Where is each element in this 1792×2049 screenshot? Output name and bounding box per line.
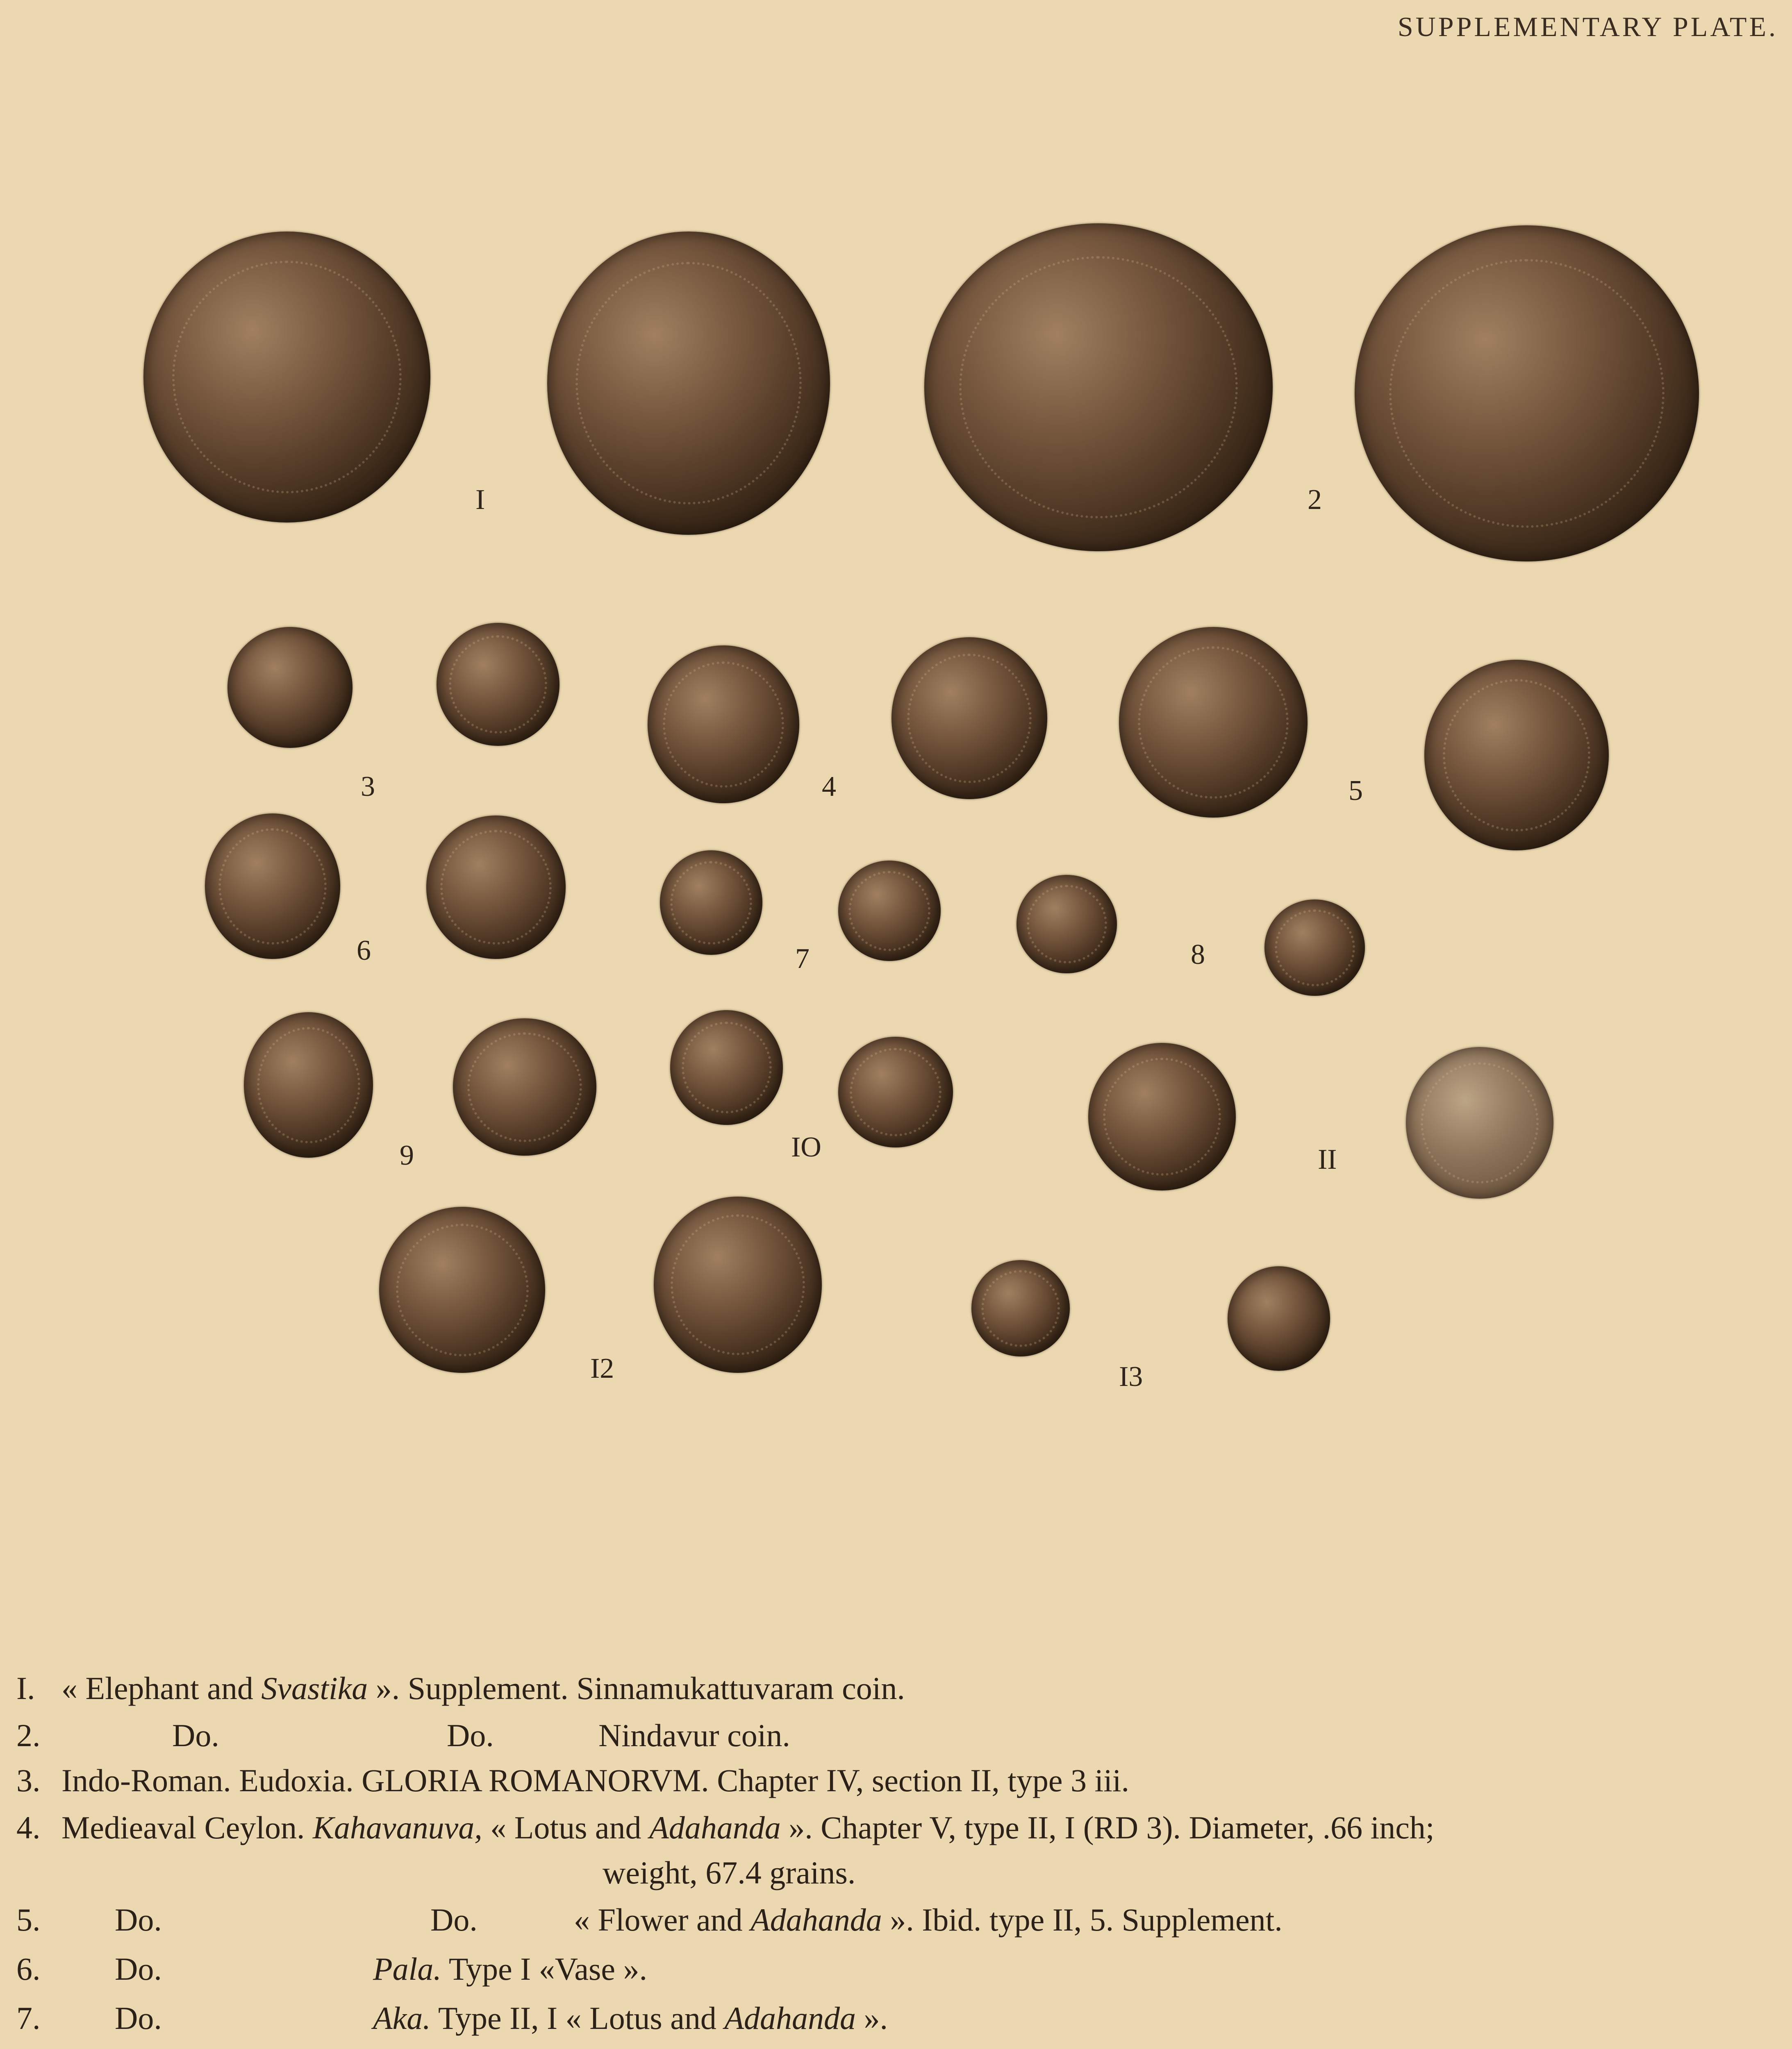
coin-12-reverse: [654, 1197, 822, 1373]
coin-label-1: I: [475, 484, 485, 516]
coin-13-obverse: [971, 1260, 1070, 1356]
caption-text-italic: Adahanda: [724, 2000, 856, 2036]
coin-13-reverse: [1228, 1266, 1330, 1371]
coin-12-obverse: [379, 1207, 545, 1373]
caption-text-italic: Kahavanuva,: [313, 1810, 482, 1845]
coin-label-5: 5: [1349, 775, 1363, 806]
caption-text: ».: [856, 2000, 888, 2036]
coin-5-reverse: [1424, 660, 1609, 850]
coin-label-7: 7: [795, 943, 810, 975]
caption-number: I.: [16, 1670, 35, 1706]
caption-text-italic: Svastika: [261, 1670, 368, 1706]
caption-text: Type II, I « Lotus and: [430, 2000, 725, 2036]
coin-label-3: 3: [361, 771, 375, 802]
caption-text: Indo-Roman. Eudoxia. GLORIA ROMANORVM. Chapter IV, section II, type 3 iii.: [61, 1763, 1130, 1798]
coin-6-obverse: [205, 813, 340, 959]
coin-label-6: 6: [357, 935, 371, 966]
caption-ditto: Do.: [172, 1717, 219, 1753]
coin-4-reverse: [891, 637, 1047, 799]
coin-2-reverse: [1355, 225, 1699, 561]
coin-label-4: 4: [822, 771, 836, 802]
coin-label-12: I2: [590, 1353, 614, 1384]
caption-text-italic: Pala.: [373, 1951, 441, 1987]
caption-text: « Flower and: [574, 1902, 751, 1938]
caption-text: Medieaval Ceylon.: [61, 1810, 313, 1845]
coin-7-obverse: [660, 850, 762, 955]
caption-ditto: Do.: [115, 1902, 162, 1938]
caption-text: ». Chapter V, type II, I (RD 3). Diameter, .66 inch;: [780, 1810, 1435, 1845]
caption-ditto: Do.: [447, 1717, 494, 1753]
caption-text-italic: Adahanda: [649, 1810, 781, 1845]
coin-10-obverse: [670, 1010, 783, 1125]
coin-8-obverse: [1017, 875, 1117, 973]
caption-text-italic: Aka.: [373, 2000, 431, 2036]
coin-3-reverse: [437, 623, 559, 746]
coin-11-reverse: [1406, 1047, 1553, 1199]
coin-6-reverse: [426, 816, 566, 959]
caption-ditto: Do.: [115, 1951, 162, 1987]
caption-number: 3.: [16, 1763, 41, 1798]
caption-number: 2.: [16, 1717, 41, 1753]
coin-label-10: IO: [791, 1131, 821, 1163]
coin-5-obverse: [1119, 627, 1308, 818]
coin-9-reverse: [453, 1018, 596, 1156]
coin-1-reverse: [547, 232, 830, 535]
coin-3-obverse: [227, 627, 352, 748]
coin-label-9: 9: [400, 1140, 414, 1171]
coin-label-13: I3: [1119, 1361, 1143, 1393]
coin-label-8: 8: [1191, 939, 1205, 970]
coin-label-11: II: [1318, 1144, 1337, 1175]
coin-9-obverse: [244, 1012, 373, 1158]
caption-text: « Lotus and: [482, 1810, 650, 1845]
caption-text: Nindavur coin.: [598, 1717, 790, 1753]
caption-text-italic: Adahanda: [750, 1902, 882, 1938]
coin-2-obverse: [924, 223, 1273, 551]
coin-4-obverse: [648, 645, 799, 803]
caption-text: weight, 67.4 grains.: [603, 1855, 856, 1890]
caption-text: ». Ibid. type II, 5. Supplement.: [882, 1902, 1283, 1938]
caption-text: Type I «Vase ».: [441, 1951, 647, 1987]
caption-text: ». Supplement. Sinnamukattuvaram coin.: [368, 1670, 905, 1706]
plate-title: SUPPLEMENTARY PLATE.: [1397, 11, 1778, 42]
coin-10-reverse: [838, 1037, 953, 1147]
coin-8-reverse: [1264, 900, 1365, 996]
caption-ditto: Do.: [430, 1902, 478, 1938]
coin-7-reverse: [838, 861, 941, 961]
caption-ditto: Do.: [115, 2000, 162, 2036]
caption-number: 7.: [16, 2000, 41, 2036]
caption-number: 5.: [16, 1902, 41, 1938]
caption-number: 6.: [16, 1951, 41, 1987]
caption-text: « Elephant and: [61, 1670, 262, 1706]
coin-1-obverse: [143, 232, 430, 522]
caption-number: 4.: [16, 1810, 41, 1845]
coin-label-2: 2: [1308, 484, 1322, 516]
coin-11-obverse: [1088, 1043, 1236, 1190]
